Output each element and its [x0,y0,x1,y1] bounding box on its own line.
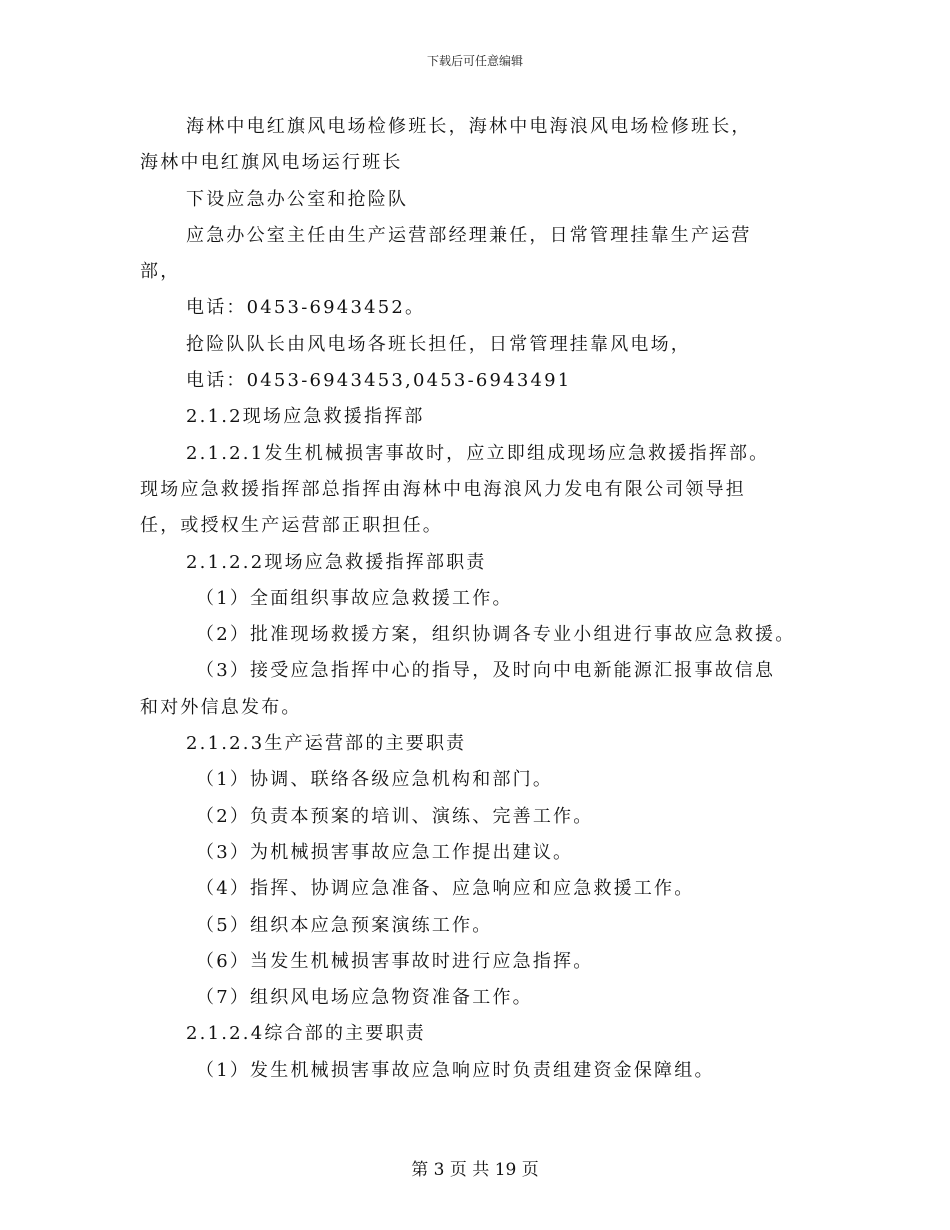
page-footer: 第 3 页 共 19 页 [411,1160,539,1180]
text-line: 电话：0453-6943453,0453-6943491 [186,370,572,392]
text-line: 海林中电红旗风电场检修班长，海林中电海浪风电场检修班长， [186,116,752,137]
text-line: （3）接受应急指挥中心的指导，及时向中电新能源汇报事故信息 [196,660,776,682]
text-line: 2.1.2.2现场应急救援指挥部职责 [186,551,487,573]
text-line: 和对外信息发布。 [140,696,302,718]
document-body [140,114,840,1094]
text-line: （6）当发生机械损害事故时进行应急指挥。 [196,950,594,972]
text-line: 海林中电红旗风电场运行班长 [140,152,403,174]
text-line: （3）为机械损害事故应急工作提出建议。 [196,841,574,863]
text-line: 2.1.2.1发生机械损害事故时，应立即组成现场应急救援指挥部。 [186,442,770,464]
text-line: （1）协调、联络各级应急机构和部门。 [196,769,554,791]
text-line: （2）批准现场救援方案，组织协调各专业小组进行事故应急救援。 [196,624,796,646]
text-line: 任，或授权生产运营部正职担任。 [140,515,443,537]
text-line: 应急办公室主任由生产运营部经理兼任，日常管理挂靠生产运营 [186,224,752,246]
text-line: 电话：0453-6943452。 [186,297,426,319]
text-line: 部， [140,261,181,283]
text-line: （1）发生机械损害事故应急响应时负责组建资金保障组。 [196,1059,715,1081]
text-line: （5）组织本应急预案演练工作。 [196,914,493,936]
text-line: 2.1.2.4综合部的主要职责 [186,1023,426,1045]
text-line: 2.1.2现场应急救援指挥部 [186,406,425,428]
text-line: 抢险队队长由风电场各班长担任，日常管理挂靠风电场， [186,333,691,355]
text-line: 2.1.2.3生产运营部的主要职责 [186,733,467,755]
text-line: 现场应急救援指挥部总指挥由海林中电海浪风力发电有限公司领导担 [140,478,746,500]
text-line: （7）组织风电场应急物资准备工作。 [196,987,533,1009]
text-line: （2）负责本预案的培训、演练、完善工作。 [196,805,594,827]
text-line: 下设应急办公室和抢险队 [186,188,409,210]
text-line: （4）指挥、协调应急准备、应急响应和应急救援工作。 [196,878,695,900]
text-line: （1）全面组织事故应急救援工作。 [196,587,513,609]
page-header: 下载后可任意编辑 [426,54,523,68]
